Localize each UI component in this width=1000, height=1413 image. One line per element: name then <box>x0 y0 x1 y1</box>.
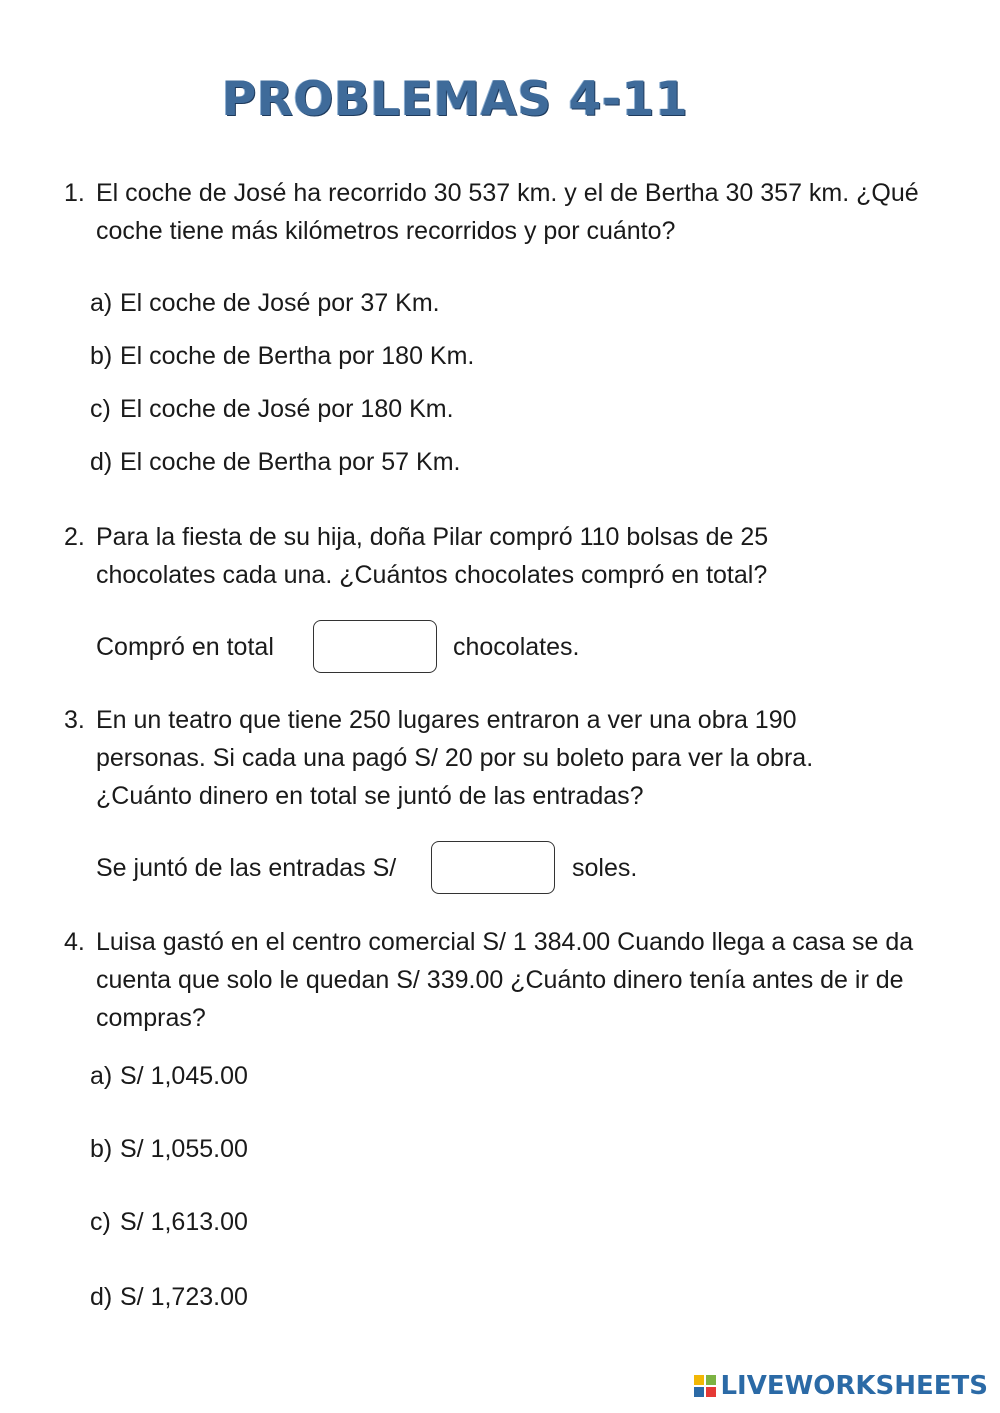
question-text: En un teatro que tiene 250 lugares entraron a ver una obra 190 personas. Si cada una pagó S/ 20 por su boleto para ver la obra. ¿Cuánto dinero en total se juntó de las entradas? <box>96 706 814 810</box>
option-text: S/ 1,055.00 <box>120 1135 248 1163</box>
q4-option-c[interactable] <box>90 1203 248 1241</box>
question-number: 4. <box>64 928 85 956</box>
q3-answer-prefix: Se juntó de las entradas S/ <box>96 854 397 882</box>
option-text: El coche de José por 180 Km. <box>120 395 454 423</box>
option-text: El coche de Bertha por 180 Km. <box>120 342 475 370</box>
option-label: c) <box>90 1208 111 1236</box>
option-label: d) <box>90 1283 113 1311</box>
question-3 <box>64 701 894 815</box>
question-text: Luisa gastó en el centro comercial S/ 1 384.00 Cuando llega a casa se da cuenta que solo le quedan S/ 339.00 ¿Cuánto dinero tenía antes de ir de compras? <box>96 928 914 1032</box>
q1-option-d[interactable] <box>90 443 460 481</box>
q3-answer-input[interactable] <box>431 841 555 894</box>
option-text: S/ 1,723.00 <box>120 1283 248 1311</box>
question-text: El coche de José ha recorrido 30 537 km. y el de Bertha 30 357 km. ¿Qué coche tiene más kilómetros recorridos y por cuánto? <box>96 179 919 245</box>
question-number: 2. <box>64 523 85 551</box>
option-text: El coche de Bertha por 57 Km. <box>120 448 461 476</box>
q3-answer-suffix: soles. <box>572 854 638 882</box>
q2-answer-input[interactable] <box>313 620 437 673</box>
logo-square-icon <box>694 1387 704 1397</box>
logo-square-icon <box>706 1387 716 1397</box>
option-label: a) <box>90 289 113 317</box>
q1-option-c[interactable] <box>90 390 454 428</box>
option-label: d) <box>90 448 113 476</box>
option-label: c) <box>90 395 111 423</box>
question-4 <box>64 923 954 1037</box>
question-number: 3. <box>64 706 85 734</box>
question-1 <box>64 174 944 250</box>
q4-option-a[interactable] <box>90 1057 248 1095</box>
option-text: S/ 1,045.00 <box>120 1062 248 1090</box>
logo-text: LIVEWORKSHEETS <box>720 1371 988 1401</box>
q1-option-b[interactable] <box>90 337 474 375</box>
q2-answer-suffix: chocolates. <box>453 633 580 661</box>
page-title: PROBLEMAS 4-11 <box>221 72 689 127</box>
logo-square-icon <box>694 1375 704 1385</box>
option-label: a) <box>90 1062 113 1090</box>
q1-option-a[interactable] <box>90 284 440 322</box>
question-text: Para la fiesta de su hija, doña Pilar compró 110 bolsas de 25 chocolates cada una. ¿Cuántos chocolates compró en total? <box>96 523 769 589</box>
option-text: El coche de José por 37 Km. <box>120 289 440 317</box>
liveworksheets-logo <box>694 1371 988 1401</box>
option-label: b) <box>90 1135 113 1163</box>
q4-option-b[interactable] <box>90 1130 248 1168</box>
liveworksheets-icon <box>694 1375 716 1397</box>
question-2 <box>64 518 864 594</box>
question-number: 1. <box>64 179 85 207</box>
q2-answer-prefix: Compró en total <box>96 633 274 661</box>
option-label: b) <box>90 342 113 370</box>
q4-option-d[interactable] <box>90 1278 248 1316</box>
option-text: S/ 1,613.00 <box>120 1208 248 1236</box>
logo-square-icon <box>706 1375 716 1385</box>
